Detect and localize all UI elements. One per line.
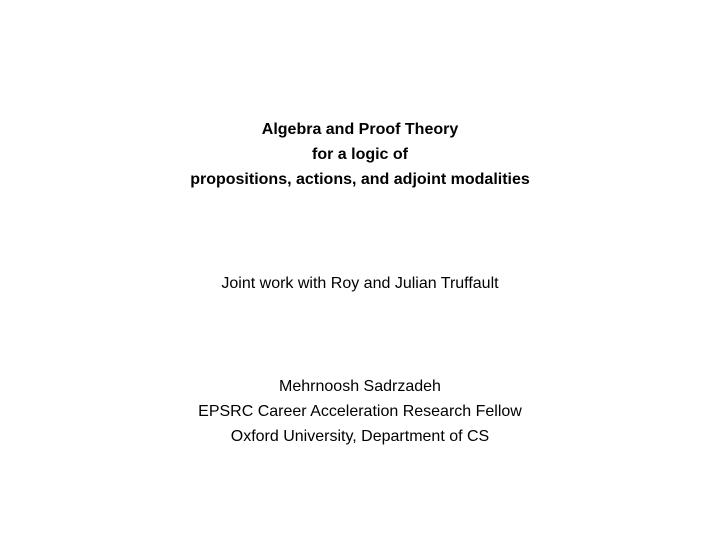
- collaboration-text: Joint work with Roy and Julian Truffault: [221, 275, 499, 292]
- author-affiliation: Oxford University, Department of CS: [230, 428, 490, 445]
- title-block: [0, 117, 720, 192]
- author-block: [0, 374, 720, 449]
- title-line-2: for a logic of: [312, 146, 408, 163]
- author-position: EPSRC Career Acceleration Research Fellow: [198, 403, 522, 420]
- title-line-1: Algebra and Proof Theory: [261, 121, 459, 138]
- author-name: Mehrnoosh Sadrzadeh: [279, 378, 441, 395]
- title-line-3: propositions, actions, and adjoint modalities: [190, 171, 530, 188]
